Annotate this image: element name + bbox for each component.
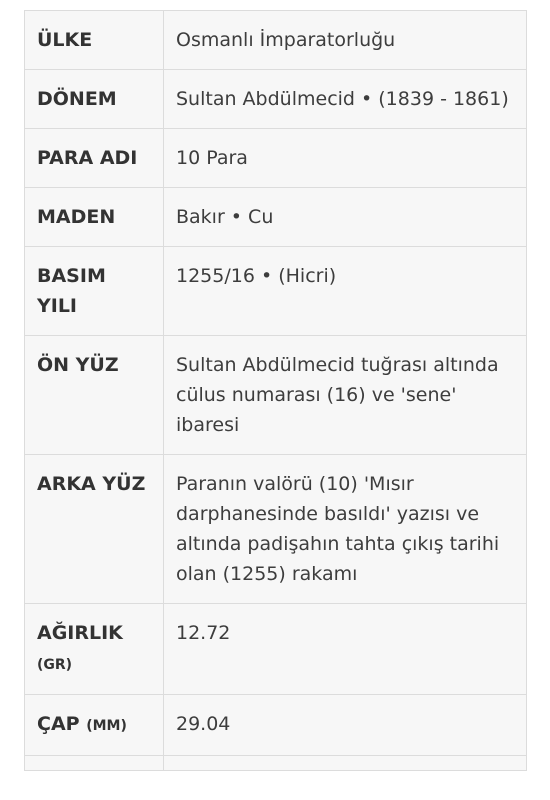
- row-value-agirlik: 12.72: [164, 604, 527, 695]
- table-row-ulke: [25, 11, 527, 70]
- table-row-arka-yuz: [25, 455, 527, 604]
- coin-info-table: [24, 10, 527, 771]
- row-label-arka-yuz: ARKA YÜZ: [25, 455, 164, 604]
- row-label-maden: MADEN: [25, 188, 164, 247]
- row-unit-agirlik: (GR): [37, 657, 73, 673]
- table-row-cap: [25, 695, 527, 756]
- row-value-on-yuz: Sultan Abdülmecid tuğrası altında cülus numarası (16) ve 'sene' ibaresi: [164, 336, 527, 455]
- row-label-on-yuz: ÖN YÜZ: [25, 336, 164, 455]
- row-label-cap-cell: [25, 695, 164, 756]
- row-label-cap: ÇAP: [37, 713, 80, 735]
- row-label-partial: [25, 756, 164, 771]
- table-row-basim-yili: [25, 247, 527, 336]
- row-unit-cap: (MM): [86, 718, 127, 734]
- row-value-maden: Bakır • Cu: [164, 188, 527, 247]
- row-value-ulke: Osmanlı İmparatorluğu: [164, 11, 527, 70]
- row-value-partial: [164, 756, 527, 771]
- table-row-maden: [25, 188, 527, 247]
- table-row-para-adi: [25, 129, 527, 188]
- row-value-para-adi: 10 Para: [164, 129, 527, 188]
- row-label-donem: DÖNEM: [25, 70, 164, 129]
- table-row-on-yuz: [25, 336, 527, 455]
- row-value-basim-yili: 1255/16 • (Hicri): [164, 247, 527, 336]
- row-label-agirlik-cell: [25, 604, 164, 695]
- row-value-arka-yuz: Paranın valörü (10) 'Mısır darphanesinde basıldı' yazısı ve altında padişahın tahta çıkış tarihi olan (1255) rakamı: [164, 455, 527, 604]
- row-label-para-adi: PARA ADI: [25, 129, 164, 188]
- table-row-agirlik: [25, 604, 527, 695]
- row-value-donem: Sultan Abdülmecid • (1839 - 1861): [164, 70, 527, 129]
- table-row-partial: [25, 756, 527, 771]
- row-label-ulke: ÜLKE: [25, 11, 164, 70]
- row-value-cap: 29.04: [164, 695, 527, 756]
- row-label-agirlik: AĞIRLIK: [37, 622, 123, 644]
- row-label-basim-yili: BASIM YILI: [25, 247, 164, 336]
- table-row-donem: [25, 70, 527, 129]
- coin-info-panel: [24, 10, 526, 771]
